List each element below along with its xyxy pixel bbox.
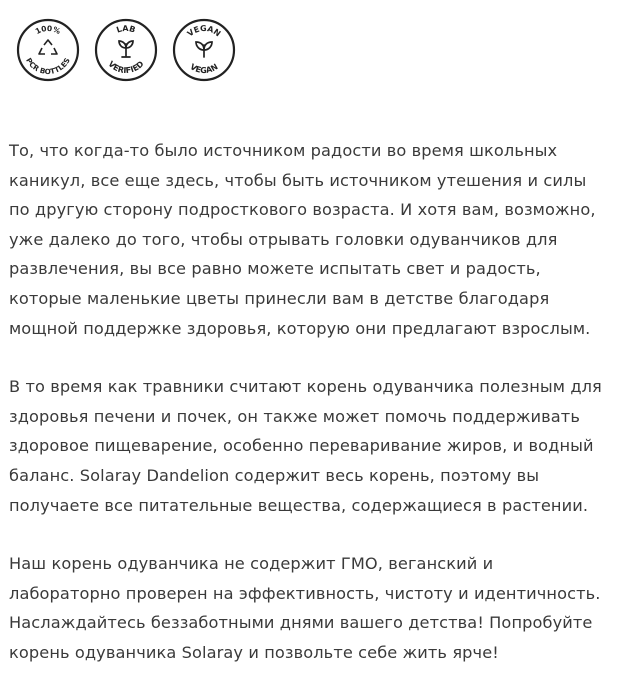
svg-text:VEGAN xyxy=(188,62,219,75)
pcr-badge-bottom-text: PCR BOTTLES xyxy=(24,56,72,77)
svg-text:VEGAN xyxy=(186,24,223,39)
svg-text:100% xyxy=(34,24,63,36)
svg-text:PCR BOTTLES xyxy=(24,56,72,76)
vegan-badge xyxy=(172,18,236,82)
flask-icon xyxy=(119,41,133,57)
svg-text:VERIFIED xyxy=(106,59,146,75)
vegan-badge-top-text: VEGAN xyxy=(185,23,223,39)
paragraph-benefits: В то время как травники считают корень одуванчика полезным для здоровья печени и почек, он также может помочь поддерживать здоровое пищеварение, особенно переваривание жиров, и водный баланс. Solaray Dandelion содержит весь корень, поэтому вы получаете все питательные вещества, содержащиеся в растении. xyxy=(9,377,602,515)
lab-badge-bottom-text: VERIFIED xyxy=(106,59,146,76)
sprout-icon xyxy=(196,42,212,57)
pcr-bottles-badge xyxy=(16,18,80,82)
pcr-badge-top-text: 100% xyxy=(33,23,62,37)
paragraph-quality: Наш корень одуванчика не содержит ГМО, веганский и лабораторно проверен на эффективность, чистоту и идентичность. Наслаждайтесь беззаботными днями вашего детства! Попробуйте корень одуванчика Solaray и позвольте себе жить ярче! xyxy=(9,554,601,662)
paragraph-intro: То, что когда-то было источником радости во время школьных каникул, все еще здесь, чтобы быть источником утешения и силы по другую сторону подросткового возраста. И хотя вам, возможно, уже далеко до того, чтобы отрывать головки одуванчиков для развлечения, вы все равно можете испытать свет и радость, которые маленькие цветы принесли вам в детстве благодаря мощной поддержке здоровья, которую они предлагают взрослым. xyxy=(9,141,596,338)
badges-row xyxy=(16,18,236,82)
svg-text:LAB xyxy=(115,24,136,35)
recycle-icon xyxy=(39,40,57,54)
lab-verified-badge xyxy=(94,18,158,82)
lab-badge-top-text: LAB xyxy=(115,23,137,35)
description-text xyxy=(9,136,609,697)
vegan-badge-bottom-text: VEGAN xyxy=(188,62,220,76)
